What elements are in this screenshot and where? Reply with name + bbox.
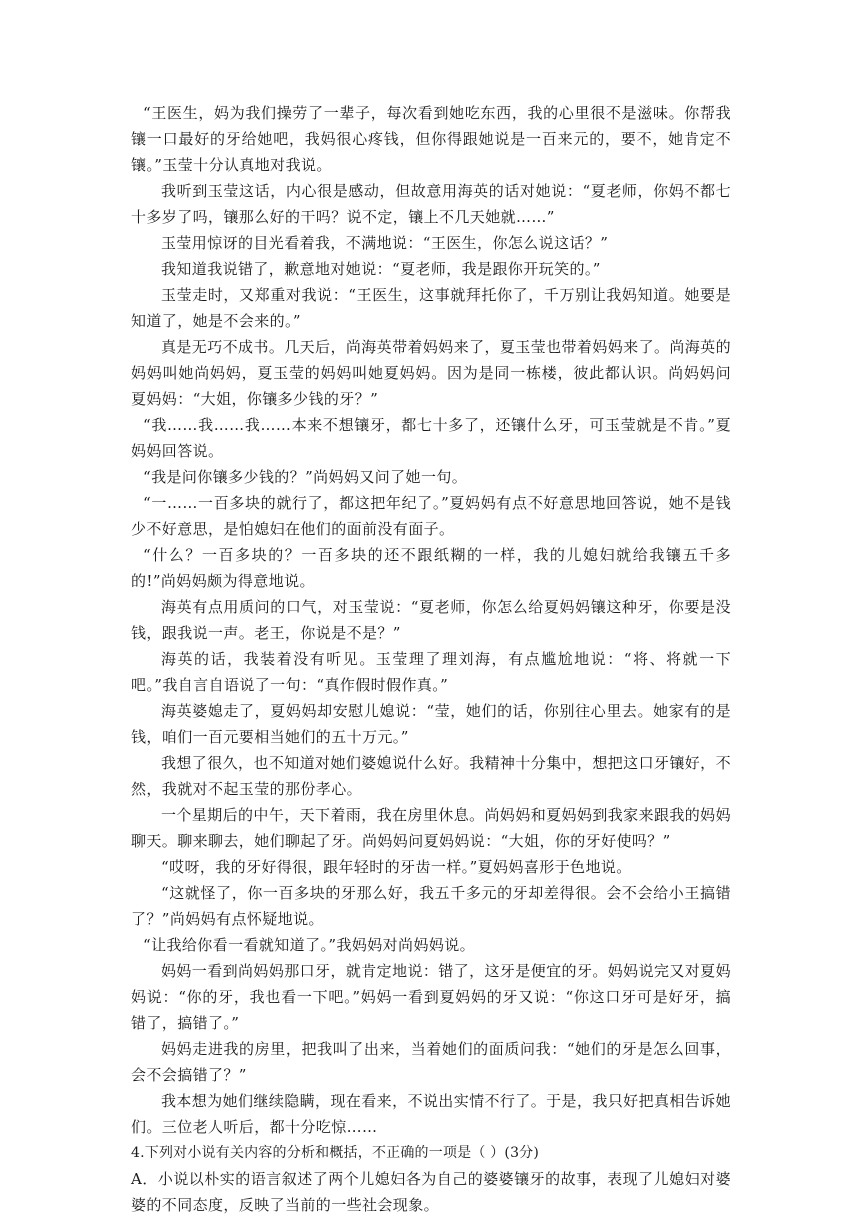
- story-paragraph: “哎呀，我的牙好得很，跟年轻时的牙齿一样。”夏妈妈喜形于色地说。: [161, 858, 632, 876]
- story-paragraph: 一个星期后的中午，天下着雨，我在房里休息。尚妈妈和夏妈妈到我家来跟我的妈妈聊天。聊来聊去，她们聊起了牙。尚妈妈问夏妈妈说：“大姐，你的牙好使吗？”: [131, 806, 731, 850]
- story-paragraph: 玉莹走时，又郑重对我说：“王医生，这事就拜托你了，千万别让我妈知道。她要是知道了，她是不会来的。”: [131, 286, 731, 330]
- story-paragraph: “王医生，妈为我们操劳了一辈子，每次看到她吃东西，我的心里很不是滋味。你帮我镶一口最好的牙给她吧，我妈很心疼钱，但你得跟她说是一百来元的，要不，她肯定不镶。”玉莹十分认真地对我说。: [131, 104, 731, 174]
- question-option-a: A．小说以朴实的语言叙述了两个儿媳妇各为自己的婆婆镶牙的故事，表现了儿媳妇对婆婆的不同态度，反映了当前的一些社会现象。: [131, 1170, 731, 1214]
- story-paragraph: “让我给你看一看就知道了。”我妈妈对尚妈妈说。: [143, 936, 476, 954]
- story-paragraph: 我知道我说错了，歉意地对她说：“夏老师，我是跟你开玩笑的。”: [161, 260, 601, 278]
- story-paragraph: 我想了很久，也不知道对她们婆媳说什么好。我精神十分集中，想把这口牙镶好，不然，我就对不起玉莹的那份孝心。: [131, 754, 731, 798]
- story-paragraph: “我……我……我……本来不想镶牙，都七十多了，还镶什么牙，可玉莹就是不肯。”夏妈妈回答说。: [131, 416, 731, 460]
- story-paragraph: 海英婆媳走了，夏妈妈却安慰儿媳说：“莹，她们的话，你别往心里去。她家有的是钱，咱们一百元要相当她们的五十万元。”: [131, 702, 731, 746]
- story-paragraph: 妈妈走进我的房里，把我叫了出来，当着她们的面质问我：“她们的牙是怎么回事，会不会搞错了？”: [131, 1040, 731, 1084]
- story-paragraph: 我听到玉莹这话，内心很是感动，但故意用海英的话对她说：“夏老师，你妈不都七十多岁了吗，镶那么好的干吗？说不定，镶上不几天她就……”: [131, 182, 731, 226]
- story-paragraph: 海英的话，我装着没有听见。玉莹理了理刘海，有点尴尬地说：“将、将就一下吧。”我自言自语说了一句：“真作假时假作真。”: [131, 650, 731, 694]
- story-paragraph: 我本想为她们继续隐瞒，现在看来，不说出实情不行了。于是，我只好把真相告诉她们。三位老人听后，都十分吃惊……: [131, 1092, 731, 1136]
- story-paragraph: “我是问你镶多少钱的？”尚妈妈又问了她一句。: [143, 468, 468, 486]
- story-paragraph: “什么？一百多块的？一百多块的还不跟纸糊的一样，我的儿媳妇就给我镶五千多的!”尚妈妈颇为得意地说。: [131, 546, 731, 590]
- story-paragraph: 真是无巧不成书。几天后，尚海英带着妈妈来了，夏玉莹也带着妈妈来了。尚海英的妈妈叫她尚妈妈，夏玉莹的妈妈叫她夏妈妈。因为是同一栋楼，彼此都认识。尚妈妈问夏妈妈：“大姐，你镶多少钱的牙？”: [131, 338, 731, 408]
- story-paragraph: “一……一百多块的就行了，都这把年纪了。”夏妈妈有点不好意思地回答说，她不是钱少不好意思，是怕媳妇在他们的面前没有面子。: [131, 494, 731, 538]
- document-page: [131, 100, 731, 1218]
- story-paragraph: “这就怪了，你一百多块的牙那么好，我五千多元的牙却差得很。会不会给小王搞错了？”尚妈妈有点怀疑地说。: [131, 884, 731, 928]
- question-stem: 4.下列对小说有关内容的分析和概括，不正确的一项是（ ）(3分): [131, 1145, 540, 1161]
- story-paragraph: 玉莹用惊讶的目光看着我，不满地说：“王医生，你怎么说这话？”: [161, 234, 609, 252]
- story-paragraph: 妈妈一看到尚妈妈那口牙，就肯定地说：错了，这牙是便宜的牙。妈妈说完又对夏妈妈说：“你的牙，我也看一下吧。”妈妈一看到夏妈妈的牙又说：“你这口牙可是好牙，搞错了，搞错了。”: [131, 962, 731, 1032]
- story-paragraph: 海英有点用质问的口气，对玉莹说：“夏老师，你怎么给夏妈妈镶这种牙，你要是没钱，跟我说一声。老王，你说是不是？”: [131, 598, 731, 642]
